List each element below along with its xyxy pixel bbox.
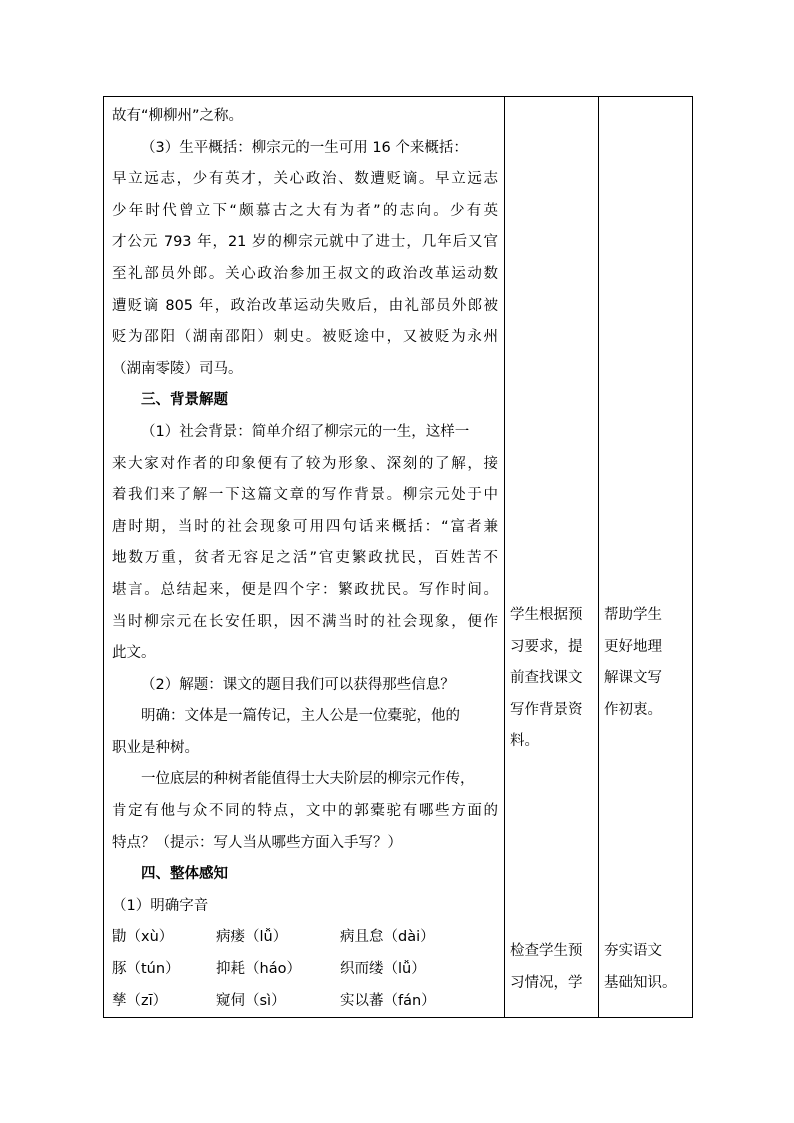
text-line: 故有“柳柳州”之称。 <box>112 108 244 124</box>
section-heading-overall: 四、整体感知 <box>141 866 228 883</box>
pinyin-item: 病且怠（dài） <box>340 929 435 946</box>
section-heading-background: 三、背景解题 <box>141 392 228 409</box>
text-line: 作初衷。 <box>604 701 662 718</box>
text-line: （1）社会背景：简单介绍了柳宗元的一生，这样一 <box>141 423 470 440</box>
pinyin-item: 织而缕（lǚ） <box>340 961 426 978</box>
student-activity-block <box>510 600 596 758</box>
text-line: 此文。 <box>112 645 156 662</box>
design-purpose-block <box>604 936 690 999</box>
text-line: 少年时代曾立下“颇慕古之大有为者”的志向。少有英 <box>112 202 498 219</box>
text-line: 堪言。总结起来，便是四个字：繁政扰民。写作时间。 <box>112 581 498 598</box>
pinyin-item: 窥伺（sì） <box>216 992 286 1009</box>
text-line: 才公元 793 年，21 岁的柳宗元就中了进士，几年后又官 <box>112 234 498 251</box>
text-line: （2）解题：课文的题目我们可以获得那些信息？ <box>141 676 455 693</box>
text-line: 夯实语文 <box>604 943 662 959</box>
pinyin-item: 豚（tún） <box>112 961 180 978</box>
pinyin-row <box>112 986 498 1018</box>
text-line: 料。 <box>510 733 539 750</box>
text-line: 着我们来了解一下这篇文章的写作背景。柳宗元处于中 <box>112 487 498 504</box>
text-line: 地数万重，贫者无容足之活”官吏繁政扰民，百姓苦不 <box>112 550 498 567</box>
text-line: 习要求，提 <box>510 638 583 655</box>
text-line: （3）生平概括：柳宗元的一生可用 16 个来概括： <box>141 139 468 156</box>
text-line: 更好地理 <box>604 638 662 655</box>
lesson-plan-table <box>103 96 693 1018</box>
pinyin-item: 实以蕃（fán） <box>340 992 436 1009</box>
text-line: 唐时期，当时的社会现象可用四句话来概括：“富者兼 <box>112 518 498 535</box>
text-line: 写作背景资 <box>510 701 583 718</box>
design-purpose-block <box>604 600 690 726</box>
text-line: 贬为邵阳（湖南邵阳）刺史。被贬途中，又被贬为永州 <box>112 329 498 346</box>
text-line: 学生根据预 <box>510 607 583 623</box>
text-line: 帮助学生 <box>604 607 662 623</box>
text-line: 明确：文体是一篇传记，主人公是一位橐驼，他的 <box>141 708 460 725</box>
pinyin-item: 孳（zī） <box>112 992 168 1009</box>
table-row <box>104 97 693 1018</box>
text-line: 检查学生预 <box>510 943 583 959</box>
text-line: 遭贬谪 805 年，政治改革运动失败后，由礼部员外郎被 <box>112 297 498 314</box>
text-line: 至礼部员外郎。关心政治参加王叔文的政治改革运动数 <box>112 265 498 282</box>
pinyin-row <box>112 922 498 954</box>
text-line: （1）明确字音 <box>112 897 209 914</box>
teaching-content-cell <box>104 97 505 1018</box>
pinyin-item: 抑耗（háo） <box>216 961 301 978</box>
student-activity-block <box>510 936 596 999</box>
pinyin-item: 勖（xù） <box>112 929 174 946</box>
text-line: 肯定有他与众不同的特点，文中的郭橐驼有哪些方面的 <box>112 803 498 820</box>
pinyin-item: 病瘘（lǚ） <box>216 929 288 946</box>
text-line: 早立远志，少有英才，关心政治、数遭贬谪。早立远志 <box>112 171 498 188</box>
pinyin-row <box>112 954 498 986</box>
student-activity-cell <box>505 97 599 1018</box>
text-line: 特点？（提示：写人当从哪些方面入手写？） <box>112 834 402 851</box>
text-line: 来大家对作者的印象便有了较为形象、深刻的了解，接 <box>112 455 498 472</box>
design-purpose-cell <box>599 97 693 1018</box>
text-line: 职业是种树。 <box>112 739 199 756</box>
text-line: 基础知识。 <box>604 974 677 991</box>
text-line: 习情况，学 <box>510 974 583 991</box>
text-line: 解课文写 <box>604 670 662 687</box>
text-line: 一位底层的种树者能值得士大夫阶层的柳宗元作传， <box>141 771 475 788</box>
text-line: 前查找课文 <box>510 670 583 687</box>
text-line: （湖南零陵）司马。 <box>112 360 243 377</box>
text-line: 当时柳宗元在长安任职，因不满当时的社会现象，便作 <box>112 613 498 630</box>
